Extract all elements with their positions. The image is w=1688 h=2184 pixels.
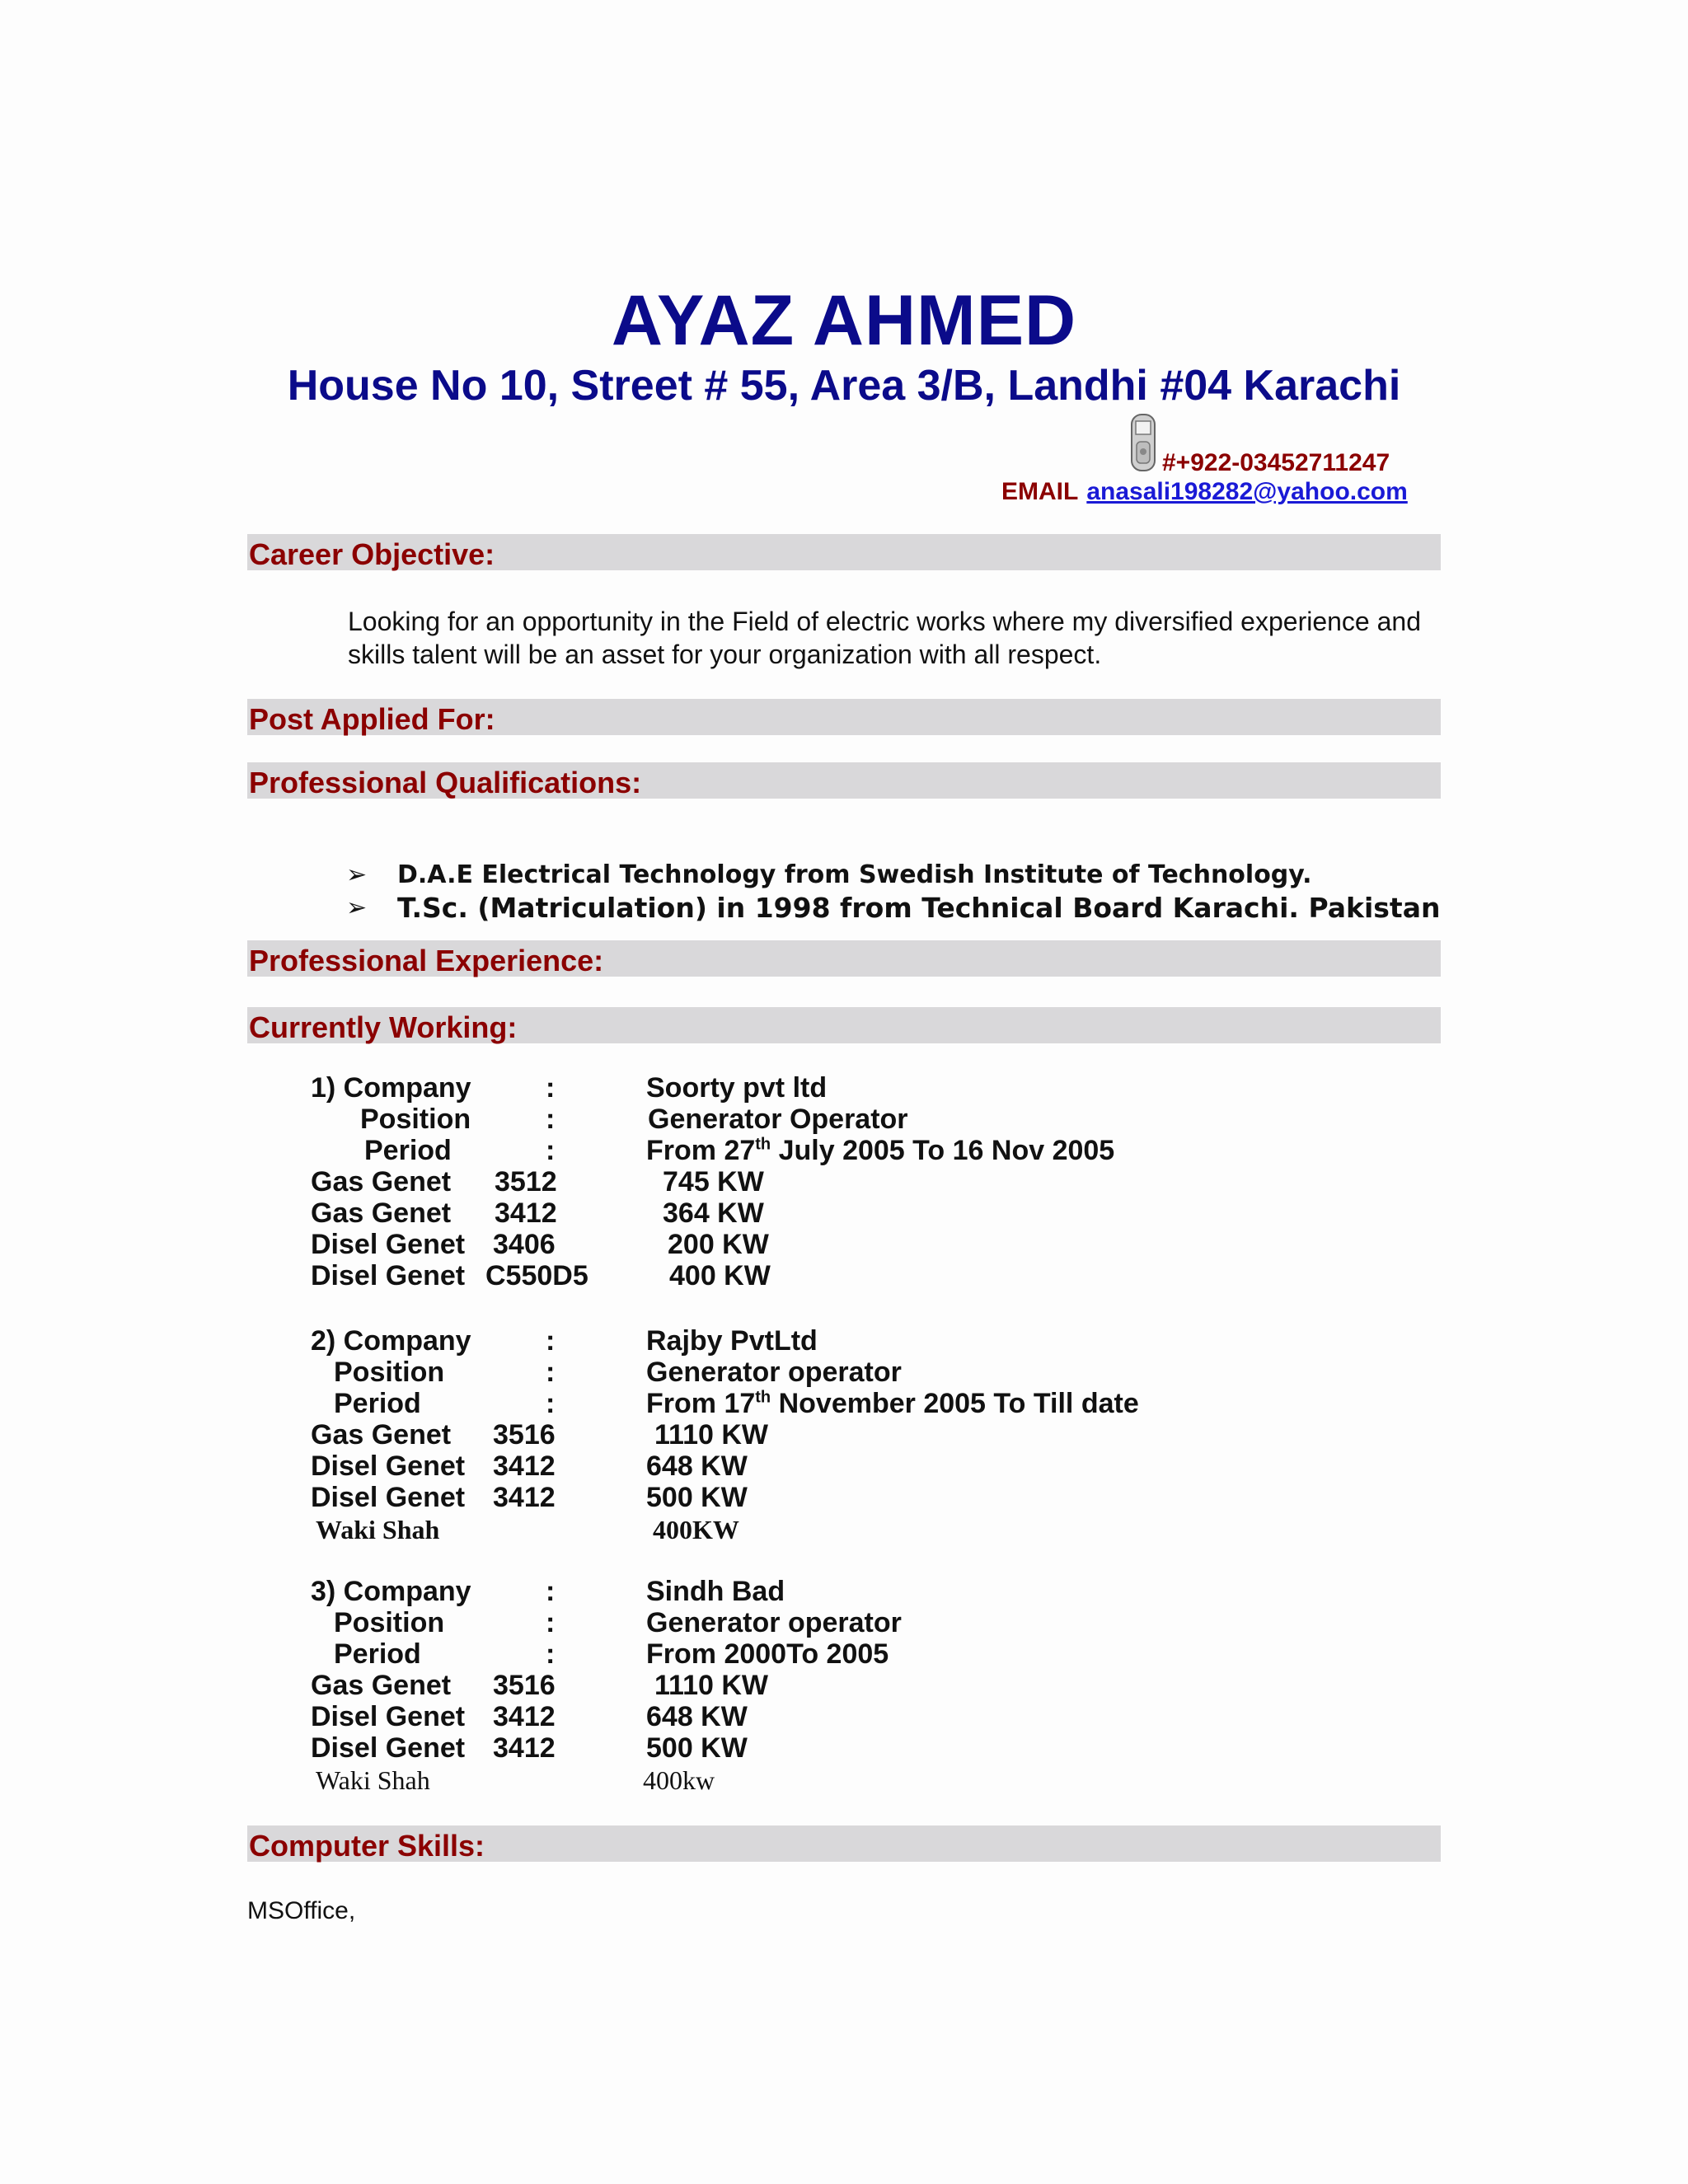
- job-period: From 2000To 2005: [646, 1638, 889, 1670]
- career-objective-header: [247, 534, 1441, 570]
- job-company-label: 2) Company: [311, 1325, 471, 1357]
- equipment-power: 400 KW: [669, 1260, 771, 1291]
- job-period-label: Period: [334, 1388, 421, 1419]
- job-position-label: Position: [334, 1357, 445, 1388]
- post-applied-header: [247, 699, 1441, 735]
- job-position-label: Position: [360, 1104, 471, 1135]
- job-company: Rajby PvtLtd: [646, 1325, 818, 1357]
- job-position: Generator operator: [646, 1357, 902, 1388]
- equipment-power: 400kw: [643, 1765, 715, 1795]
- equipment-name: Disel Genet: [311, 1701, 466, 1732]
- equipment-power: 364 KW: [663, 1197, 764, 1229]
- equipment-model: C550D5: [485, 1260, 588, 1291]
- equipment-model: 3406: [493, 1229, 556, 1260]
- section-title: Professional Experience:: [249, 944, 604, 977]
- section-title: Post Applied For:: [249, 702, 495, 736]
- period-rest: July 2005 To 16 Nov 2005: [771, 1135, 1115, 1166]
- bullet-arrow-icon: ➢: [346, 894, 368, 921]
- section-title: Career Objective:: [249, 537, 495, 571]
- equipment-name: Waki Shah: [316, 1515, 440, 1544]
- equipment-model: 3412: [493, 1732, 556, 1764]
- equipment-power: 1110 KW: [654, 1670, 768, 1701]
- colon: :: [546, 1607, 556, 1638]
- equipment-power: 1110 KW: [654, 1419, 768, 1451]
- mobile-phone-icon: [1129, 414, 1157, 471]
- computer-skills-text: MSOffice,: [247, 1897, 356, 1924]
- equipment-power: 500 KW: [646, 1732, 748, 1764]
- equipment-name: Disel Genet: [311, 1482, 466, 1513]
- equipment-model: 3412: [493, 1482, 556, 1513]
- section-title: Currently Working:: [249, 1010, 518, 1044]
- colon: :: [546, 1388, 556, 1419]
- equipment-model: 3412: [493, 1451, 556, 1482]
- colon: :: [546, 1638, 556, 1670]
- colon: :: [546, 1576, 556, 1607]
- job-position: Generator operator: [646, 1607, 902, 1638]
- candidate-address: House No 10, Street # 55, Area 3/B, Landhi #04 Karachi: [287, 362, 1401, 410]
- job-period-label: Period: [334, 1638, 421, 1670]
- colon: :: [546, 1135, 556, 1166]
- job-company: Soorty pvt ltd: [646, 1072, 828, 1104]
- equipment-model: 3412: [495, 1197, 557, 1229]
- job-company-label: 1) Company: [311, 1072, 471, 1104]
- period-sup: th: [755, 1135, 771, 1154]
- email-label: EMAIL: [1001, 478, 1079, 505]
- qualification-item: D.A.E Electrical Technology from Swedish Institute of Technology.: [397, 860, 1312, 889]
- job-period: [646, 1388, 1139, 1420]
- equipment-power: 648 KW: [646, 1701, 748, 1732]
- currently-working-header: [247, 1007, 1441, 1043]
- period-sup: th: [755, 1388, 771, 1407]
- equipment-model: 3512: [495, 1166, 557, 1197]
- period-rest: November 2005 To Till date: [771, 1388, 1139, 1419]
- phone-number: #+922-03452711247: [1162, 449, 1390, 476]
- job-company-label: 3) Company: [311, 1576, 471, 1607]
- candidate-name: AYAZ AHMED: [611, 281, 1077, 360]
- equipment-name: Disel Genet: [311, 1451, 466, 1482]
- colon: :: [546, 1357, 556, 1388]
- equipment-name: Gas Genet: [311, 1197, 452, 1229]
- equipment-power: 648 KW: [646, 1451, 748, 1482]
- equipment-name: Gas Genet: [311, 1419, 452, 1451]
- job-position-label: Position: [334, 1607, 445, 1638]
- job-position: Generator Operator: [648, 1104, 908, 1135]
- period-prefix: From 17: [646, 1388, 756, 1419]
- equipment-model: 3516: [493, 1670, 556, 1701]
- equipment-name: Gas Genet: [311, 1166, 452, 1197]
- colon: :: [546, 1104, 556, 1135]
- section-title: Computer Skills:: [249, 1829, 485, 1863]
- job-period: [646, 1135, 1114, 1167]
- objective-text: Looking for an opportunity in the Field of electric works where my diversified experience and skills talent will be an asset for your organization with all respect.: [348, 607, 1421, 669]
- email-link[interactable]: anasali198282@yahoo.com: [1086, 478, 1408, 505]
- colon: :: [546, 1072, 556, 1104]
- equipment-model: 3412: [493, 1701, 556, 1732]
- equipment-name: Disel Genet: [311, 1732, 466, 1764]
- equipment-name: Waki Shah: [316, 1765, 430, 1795]
- equipment-power: 200 KW: [668, 1229, 769, 1260]
- job-period-label: Period: [364, 1135, 452, 1166]
- equipment-power: 745 KW: [663, 1166, 764, 1197]
- colon: :: [546, 1325, 556, 1357]
- period-prefix: From 27: [646, 1135, 756, 1166]
- email-row: [1001, 478, 1408, 506]
- equipment-power: 500 KW: [646, 1482, 748, 1513]
- equipment-model: 3516: [493, 1419, 556, 1451]
- equipment-name: Disel Genet: [311, 1229, 466, 1260]
- experience-header: [247, 940, 1441, 977]
- job-company: Sindh Bad: [646, 1576, 785, 1607]
- equipment-name: Disel Genet: [311, 1260, 466, 1291]
- equipment-power: 400KW: [653, 1515, 739, 1544]
- qualification-item: T.Sc. (Matriculation) in 1998 from Technical Board Karachi. Pakistan: [397, 892, 1441, 924]
- qualifications-header: [247, 762, 1441, 799]
- equipment-name: Gas Genet: [311, 1670, 452, 1701]
- bullet-arrow-icon: ➢: [346, 861, 368, 888]
- computer-skills-header: [247, 1825, 1441, 1862]
- section-title: Professional Qualifications:: [249, 766, 642, 799]
